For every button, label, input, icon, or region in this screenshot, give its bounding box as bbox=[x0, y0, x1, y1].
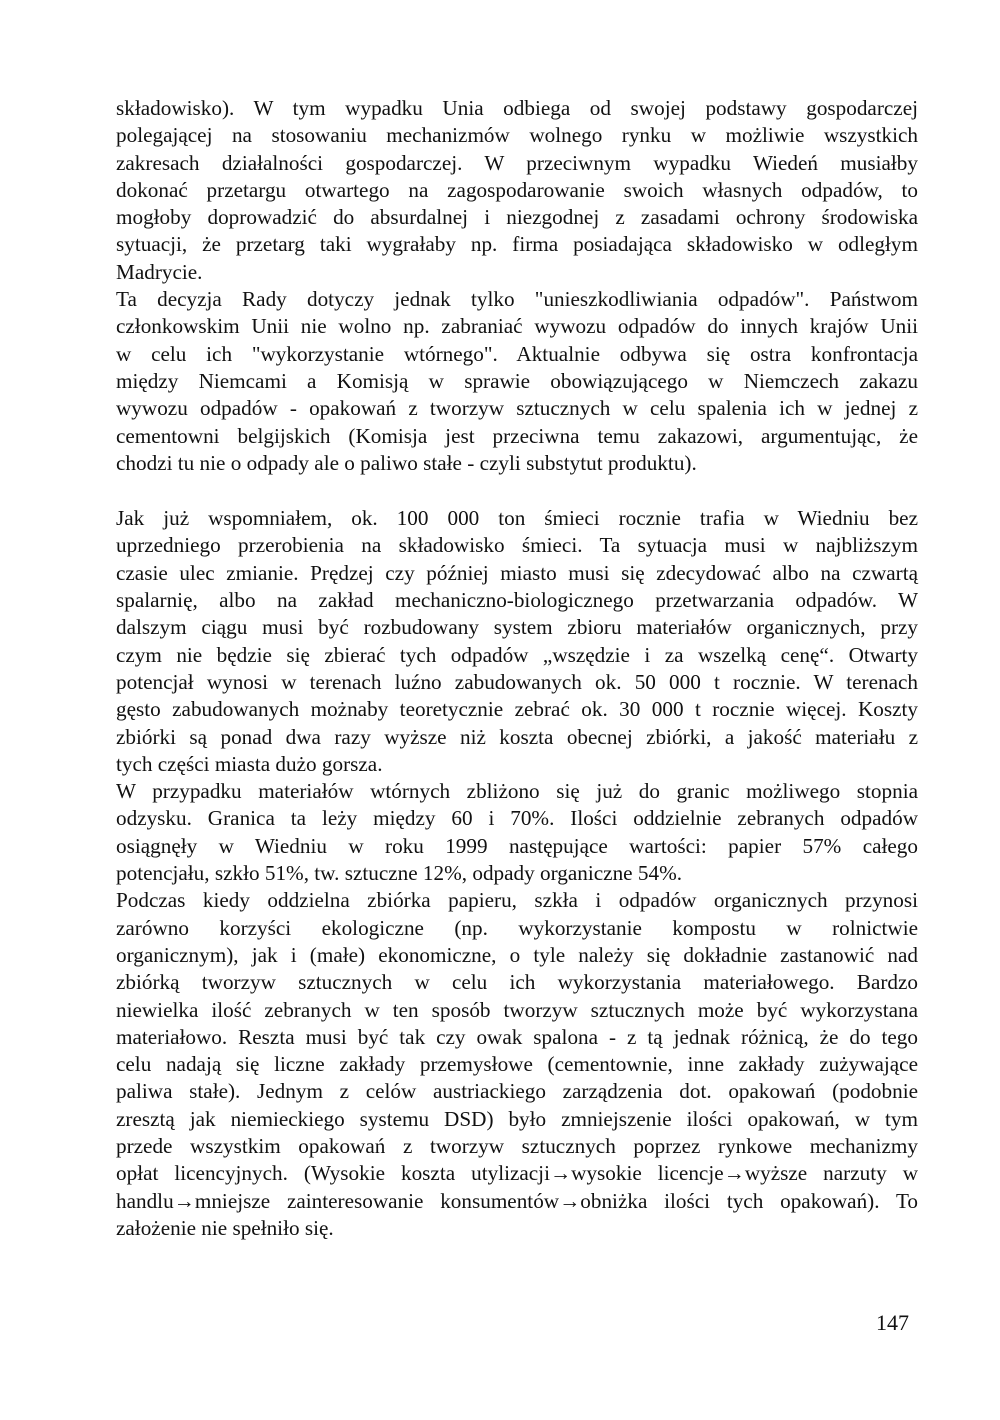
text-line: materiałowo. Reszta musi być tak czy owak spalona - z tą jednak różnicą, że do tego bbox=[116, 1024, 918, 1049]
text-line: zakresach działalności gospodarczej. W przeciwnym wypadku Wiedeń musiałby bbox=[116, 150, 918, 175]
text-line: składowisko). W tym wypadku Unia odbiega od swojej podstawy gospodarczej bbox=[116, 96, 918, 120]
text-line: Jak już wspomniałem, ok. 100 000 ton śmieci rocznie trafia w Wiedniu bez bbox=[116, 506, 918, 531]
text-line: członkowskim Unii nie wolno np. zabraniać wywozu odpadów do innych krajów Unii bbox=[116, 314, 918, 339]
text-line: uprzedniego przerobienia na składowisko śmieci. Ta sytuacja musi w najbliższym bbox=[116, 533, 918, 558]
text-line: chodzi tu nie o odpady ale o paliwo stałe - czyli substytut produktu). bbox=[116, 450, 697, 475]
text-line: założenie nie spełniło się. bbox=[116, 1215, 334, 1240]
text-line: zbiórką tworzyw sztucznych w celu ich wykorzystania materiałowego. Bardzo bbox=[116, 970, 918, 995]
text-line: dalszym ciągu musi być rozbudowany system zbioru materiałów organicznych, przy bbox=[116, 615, 918, 640]
text-line: czasie ulec zmianie. Prędzej czy później miasto musi się zdecydować albo na czwartą bbox=[116, 560, 918, 585]
text-line: spalarnię, albo na zakład mechaniczno-biologicznego przetwarzania odpadów. W bbox=[116, 588, 918, 613]
text-line: odzysku. Granica ta leży między 60 i 70%. Ilości oddzielnie zebranych odpadów bbox=[116, 806, 918, 831]
text-line: W przypadku materiałów wtórnych zbliżono się już do granic możliwego stopnia bbox=[116, 779, 918, 804]
text-line: osiągnęły w Wiedniu w roku 1999 następujące wartości: papier 57% całego bbox=[116, 833, 918, 858]
text-line: zbiórki są ponad dwa razy wyższe niż koszta obecnej zbiórki, a jakość materiału z bbox=[116, 724, 918, 749]
paragraph-2 bbox=[116, 286, 918, 477]
text-line: paliwa stałe). Jednym z celów austriackiego zarządzenia dot. opakowań (podobnie bbox=[116, 1079, 918, 1104]
text-line: Madrycie. bbox=[116, 259, 203, 284]
text-line: potencjał wynosi w terenach luźno zabudowanych ok. 50 000 t rocznie. W terenach bbox=[116, 669, 918, 694]
page-body bbox=[116, 95, 918, 1242]
text-line: organicznym), jak i (małe) ekonomiczne, o tyle należy się dokładnie zastanowić nad bbox=[116, 942, 918, 967]
text-line: Podczas kiedy oddzielna zbiórka papieru, szkła i odpadów organicznych przynosi bbox=[116, 888, 918, 913]
text-line: tych części miasta dużo gorsza. bbox=[116, 751, 383, 776]
text-line: gęsto zabudowanych możnaby teoretycznie zebrać ok. 30 000 t rocznie więcej. Koszty bbox=[116, 697, 918, 722]
paragraph-gap bbox=[116, 477, 918, 505]
text-line: handlu→mniejsze zainteresowanie konsumentów→obniżka ilości tych opakowań). To bbox=[116, 1188, 918, 1213]
text-line: w celu ich "wykorzystanie wtórnego". Aktualnie odbywa się ostra konfrontacja bbox=[116, 341, 918, 366]
text-line: między Niemcami a Komisją w sprawie obowiązującego w Niemczech zakazu bbox=[116, 368, 918, 393]
text-line: celu nadają się liczne zakłady przemysłowe (cementownie, inne zakłady zużywające bbox=[116, 1052, 918, 1077]
text-line: dokonać przetargu otwartego na zagospodarowanie swoich własnych odpadów, to bbox=[116, 177, 918, 202]
paragraph-3 bbox=[116, 505, 918, 778]
text-line: cementowni belgijskich (Komisja jest przeciwna temu zakazowi, argumentując, że bbox=[116, 423, 918, 448]
text-line: potencjału, szkło 51%, tw. sztuczne 12%, odpady organiczne 54%. bbox=[116, 861, 683, 886]
text-line: zresztą jak niemieckiego systemu DSD) było zmniejszenie ilości opakowań, w tym bbox=[116, 1106, 918, 1131]
paragraph-4 bbox=[116, 778, 918, 887]
text-line: niewielka ilość zebranych w ten sposób tworzyw sztucznych może być wykorzystana bbox=[116, 997, 918, 1022]
text-line: polegającej na stosowaniu mechanizmów wolnego rynku w możliwie wszystkich bbox=[116, 123, 918, 148]
paragraph-1 bbox=[116, 95, 918, 286]
text-line: sytuacji, że przetarg taki wygrałaby np. firma posiadająca składowisko w odległym bbox=[116, 232, 918, 257]
text-line: Ta decyzja Rady dotyczy jednak tylko "unieszkodliwiania odpadów". Państwom bbox=[116, 287, 918, 312]
text-line: przede wszystkim opakowań z tworzyw sztucznych poprzez rynkowe mechanizmy bbox=[116, 1133, 918, 1158]
text-line: zarówno korzyści ekologiczne (np. wykorzystanie kompostu w rolnictwie bbox=[116, 915, 918, 940]
text-line: czym nie będzie się zbierać tych odpadów „wszędzie i za wszelką cenę“. Otwarty bbox=[116, 642, 918, 667]
text-line: mogłoby doprowadzić do absurdalnej i niezgodnej z zasadami ochrony środowiska bbox=[116, 205, 918, 230]
text-line: wywozu odpadów - opakowań z tworzyw sztucznych w celu spalenia ich w jednej z bbox=[116, 396, 918, 421]
paragraph-5 bbox=[116, 887, 918, 1242]
text-line: opłat licencyjnych. (Wysokie koszta utylizacji→wysokie licencje→wyższe narzuty w bbox=[116, 1161, 918, 1186]
page-number: 147 bbox=[876, 1310, 909, 1335]
